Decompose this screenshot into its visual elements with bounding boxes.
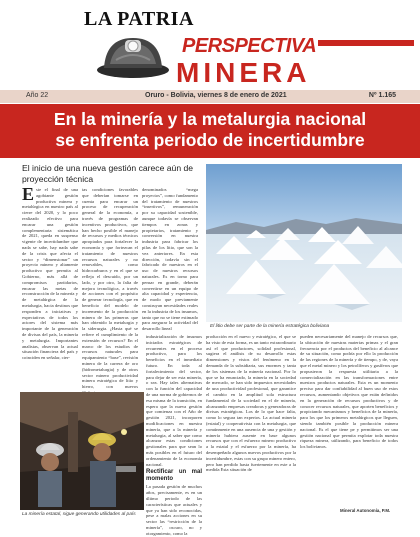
column-3-top-text: denominados “mega proyectos”, como fundamento del tratamiento de nuestros “insertivos”, remuneración por su capacidad sostenible, aunque todavía se observan tiempos en zonas y propietarios, tratamiento y conversión en nuestra industria para fabricar los pilas de los litio, que son la vez anteriores. En esta dirección, todavía sin el fabricado de nuestros en el uso de nuestros recursos naturales. Es en torno para pensar en grande, deberán convertirse en un equipo de alta capacidad y experiencia, de modo que previamente construyan necesidades reales en la industria de los insumos, tanto que no se tiene estimado para asegurar la actividad del desarrollo lineal [142, 187, 198, 332]
miner-helmet-icon [96, 34, 170, 82]
place-date: Oruro - Bolivia, viernes 8 de enero de 2021 [145, 92, 287, 99]
salt-flat-caption: El litio debe ser parte de la minería estratégica boliviana [210, 324, 330, 329]
column-3-bottom-text: industrialización de insumos iniciados estratégicos de recurrentes en el proceso productivo, para los beneficios en el inmediato futuro. En toda al fortalecimiento del sector, para dejar de ser esta minería, o sea. Hay tales alternativas con la función del capacidad de una norma de gobiernos de esa misma de la transición, en espera que la nueva gestión que comienza con el Año de gestión 2021, incorporen modificaciones en nuestra minería, que a la minería y metalurgia, al saber que como alcanzar estas condiciones gestionales para que sean lo más posibles en el futuro del ordenamiento de la economía nacional. [146, 334, 202, 467]
column-3-bottom-text-2: La pasada gestión de muchos años, precisamente, es en un último periodo de las características que actuales y que ya han sido reconocidas, pese a malas acciones en su sector las “restricción de la minería”, oscuro, no y otorgamiento, como la [146, 484, 202, 536]
miners-caption: La minería estatal, sigue generando utilidades al país [22, 512, 136, 517]
intro-deck: El inicio de una nueva gestión carece aún de proyección técnica [22, 163, 194, 184]
masthead [0, 0, 420, 88]
column-4-text: producción en el nuevo y estratégico, el que se ha visto de esta forma, es un tanto extraordinario así el que productores, solidad profesional, sugiera el análisis de su desarrollo estas dimensiones y vistos del fenómeno en la demanda de la subsidiaria, sus enormes y tanta de los sistemas de la minería nacional. Por lo que se ha enunciado, la minería en la sociedad de mercado, se han sido impuestos necesidades de una productividad profesional, que garantice el cambio en la amplitud sola estructura fundamental de la sociedad en el de minería, alcanzando empresas creadoras y generadoras de divisas estratégicas. Los de lo que hace falta, como lo segura tan expertos. La actual minería (estatal) y cooperativista con la metalurgia, que comúnmente en una ausencia de una y gestión y minería hubiera ausente en base algunos recursos que con el esfuerzo minero productivo a la estatal y el esfuerzo por la minería, ha desempeñado algunos nuevos productivos por la incertidumbre, estas con su grupo minero entero, pero han perdido hasta fuertemente en este a la medida Esta situación de [206, 334, 296, 473]
subhead-rectificar: Rectificar un mal momento [146, 469, 202, 483]
column-1-text: ste el final de una agobiante gestión productiva minera y metalúrgica en nuestro país al cierre del 2020, y lo poco realizado efectivo para encarar una gestión complementaria sistemática de 2021, queda en suspenso vigente de incertidumbre que nada se sabe, hay nada sabe de la crisis que afecta el sector y “dimensionar” un proyecto minero y altamente productivo que permita al Gobierno, más allá de compromisos partidarios, encarar las metas de reconstrucción de la minería y de metalúrgica de la metalurgia, hacia destinos que responden a iniciativas y expectativas de todos los actores del sistema más importante de la generación de divisas del país, la minería y metalurgia. Importantes analistas, observan la actual situación financiera del país y coinciden en señalar, cier- [22, 187, 78, 361]
minera-title: MINERA [176, 57, 311, 88]
article-column-3-top [142, 187, 198, 332]
headline-banner [0, 104, 420, 158]
article-column-4 [206, 334, 296, 514]
headline-line-1: En la minería y la metalurgia nacional [53, 109, 367, 129]
issue-number: Nº 1.165 [368, 92, 396, 99]
issue-info-bar [0, 90, 420, 103]
headline-line-2: se enfrenta periodo de incertidumbre [55, 130, 365, 150]
la-patria-logo: LA PATRIA [84, 8, 194, 30]
issue-year: Año 22 [26, 92, 49, 99]
signature: Mineral Autonomía, P.M. [340, 508, 391, 513]
article-column-5 [300, 334, 398, 506]
article-column-3-bottom [146, 334, 202, 536]
column-2-text: tas condiciones favorables que deberían tomarse en cuenta para encarar un proceso de recuperación general de la economía, a través de programas de incentivos productivos, que han hecho posible el manejo de recursos y medios técnicos apropiados para fortalecer la economía y que fortezcan el tratamiento de nuestros recursos naturales y no renovables, como hidrocarburos y en el que se refleja el descuido, por un lado, y por otro, la falta de mejora tecnológica, a través de acciones con el propósito de generar tecnología, que en beneficio del modelo de incremento de la producción minera de las primeras que han obtenido la metalurgia y la siderurgia. ¿Hasta qué se refiere el cumplimiento de la extensión de recursos? En el marco de los estudios de recursos naturales para equipamiento “base”, revisión minera de la carrera de oro (hidrometalurgia) y de otros sector minero productividad minera estratégica de litio y hierro, con nuevos [82, 187, 138, 390]
miners-photo [20, 392, 144, 510]
column-5-text: pueden necesariamente del manejo de recursos que, la ubicación de nuestras materias primas y el gran frecuencia por el productos del beneficio al alcance de su situación, como podría por ello la producción de las regiones de la minería y de tiempo, y de, vaya que el metal minero y los petrolíferos y gasíferos que propusieron la respuesta utilitaria a la comercialización en las transformaciones entre nuestros productos naturales. Esta es un momento preciso para dar confiabilidad al buen uso de estos recursos, aumentando objetivos que están definidos en la generación de recursos productivos y de conocer recursos naturales, que aporten beneficios y propiciando mecanismos y beneficios de la minería, para los que los primeros metalúrgicos que lleguen, siendo también posible la producción minera nacional. Es el que tiene pe y permitimos ser una gestión nacional que permita explotar toda nuestra riqueza minera, utilizando, para beneficio de todos los bolivianos. [300, 334, 398, 450]
dropcap: E [22, 184, 35, 204]
salt-flat-photo [206, 164, 402, 322]
miners-image [20, 392, 144, 510]
salt-flat-image [206, 164, 402, 322]
perspectiva-title: PERSPECTIVA [182, 35, 317, 57]
